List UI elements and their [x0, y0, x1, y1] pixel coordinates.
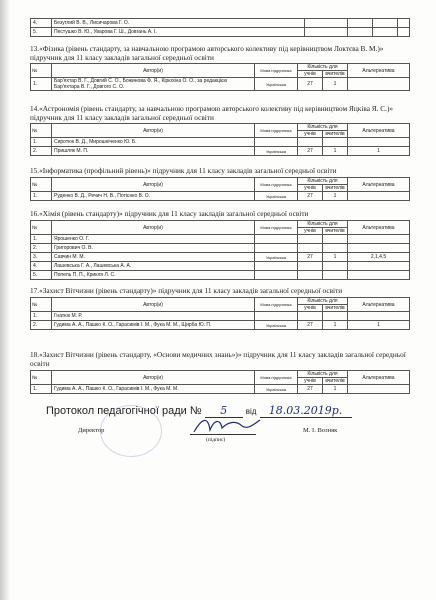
table-row	[31, 312, 410, 321]
row-teachers: 1	[323, 253, 348, 262]
section-14-table	[30, 123, 410, 156]
row-teachers	[323, 244, 348, 253]
director-label: Директор	[78, 427, 105, 434]
row-lang: Українська	[255, 78, 298, 91]
row-number: 1.	[31, 192, 52, 201]
row-students: 27	[298, 385, 323, 394]
header-lang: Мова підручника	[255, 64, 298, 78]
row-alt	[348, 271, 410, 280]
header-alt: Альтернатива	[348, 64, 410, 78]
row-authors: Савчин М. М.	[52, 253, 255, 262]
table-continuation	[30, 18, 410, 37]
table-row	[31, 138, 410, 147]
protocol-label: Протокол педагогічної ради №	[46, 405, 202, 417]
row-authors: Григорович О. В.	[52, 244, 255, 253]
header-teachers: вчителів	[323, 71, 348, 78]
row-alt	[348, 262, 410, 271]
row-students: 27	[298, 147, 323, 156]
signature-line	[190, 434, 256, 435]
header-teachers: вчителів	[323, 185, 348, 192]
table-row	[31, 385, 410, 394]
row-students: 27	[298, 192, 323, 201]
header-lang: Мова підручника	[255, 178, 298, 192]
table-row	[31, 321, 410, 330]
header-num: №	[31, 178, 52, 192]
table-row	[31, 253, 410, 262]
section-15-table	[30, 177, 410, 201]
row-teachers	[323, 312, 348, 321]
header-num: №	[31, 298, 52, 312]
row-number: 5.	[31, 271, 52, 280]
table-row	[31, 244, 410, 253]
row-alt	[348, 78, 410, 91]
row-lang	[255, 244, 298, 253]
row-number: 2.	[31, 147, 52, 156]
header-num: №	[31, 371, 52, 385]
row-alt	[348, 385, 410, 394]
row-number: 1.	[31, 78, 52, 91]
row-authors: Лашевська Г. А., Лашевська А. А.	[52, 262, 255, 271]
header-authors: Автор(и)	[52, 124, 255, 138]
table-row	[31, 19, 410, 28]
row-teachers	[323, 262, 348, 271]
signature-icon	[192, 414, 262, 436]
row-students: 27	[298, 253, 323, 262]
stamp-seal	[100, 405, 162, 457]
header-authors: Автор(и)	[52, 178, 255, 192]
section-16-title: 16.«Хімія (рівень стандарту)» підручник для 11 класу закладів загальної середньої освіти	[30, 209, 309, 218]
header-num: №	[31, 124, 52, 138]
header-alt: Альтернатива	[348, 178, 410, 192]
header-students: учнів	[298, 71, 323, 78]
protocol-from: від	[245, 407, 257, 416]
row-students	[298, 244, 323, 253]
row-teachers: 1	[323, 78, 348, 91]
signature-caption: (підпис)	[206, 437, 226, 443]
row-teachers	[323, 138, 348, 147]
table-row	[31, 192, 410, 201]
header-students: учнів	[298, 131, 323, 138]
header-alt: Альтернатива	[348, 124, 410, 138]
header-qty: Кількість для	[298, 371, 348, 378]
section-17-title: 17.«Захист Вітчизни (рівень стандарту)» підручник для 11 класу закладів загальної середньої освіти	[30, 286, 343, 295]
row-lang: Українська	[255, 253, 298, 262]
scan-edge	[0, 0, 10, 600]
row-students	[298, 271, 323, 280]
section-16-table	[30, 220, 410, 280]
row-authors: Гудима А. А., Пашко К. О., Гарасимів І. М., Фука М. М., Щирба Ю. П.	[52, 321, 255, 330]
row-authors: Ярошенко О. Г.	[52, 235, 255, 244]
row-authors: Безуглий В. В., Лисичарова Г. О.	[52, 19, 305, 28]
protocol-date: 18.03.2019р.	[260, 404, 352, 418]
header-qty: Кількість для	[298, 221, 348, 228]
row-teachers: 1	[323, 192, 348, 201]
row-authors: Руденко В. Д., Речич Н. В., Потієнко В. О.	[52, 192, 255, 201]
row-teachers: 1	[323, 321, 348, 330]
header-teachers: вчителів	[323, 228, 348, 235]
header-students: учнів	[298, 378, 323, 385]
header-authors: Автор(и)	[52, 221, 255, 235]
header-lang: Мова підручника	[255, 124, 298, 138]
section-13-table	[30, 63, 410, 91]
row-alt	[348, 244, 410, 253]
header-alt: Альтернатива	[348, 221, 410, 235]
header-alt: Альтернатива	[348, 298, 410, 312]
row-authors: Сиротюк В. Д., Мирошніченко Ю. Б.	[52, 138, 255, 147]
row-number: 1.	[31, 235, 52, 244]
row-number: 5.	[31, 28, 52, 37]
row-alt	[348, 192, 410, 201]
row-authors: Пришляк М. П.	[52, 147, 255, 156]
row-teachers	[323, 235, 348, 244]
header-authors: Автор(и)	[52, 298, 255, 312]
section-15-title: 15.«Інформатика (профільний рівень)» підручник для 11 класу закладів загальної середньої освіти	[30, 166, 337, 175]
row-number: 4.	[31, 262, 52, 271]
row-teachers: 1	[323, 147, 348, 156]
table-row	[31, 78, 410, 91]
row-lang: Українська	[255, 192, 298, 201]
row-alt: 1	[348, 147, 410, 156]
table-row	[31, 28, 410, 37]
header-lang: Мова підручника	[255, 298, 298, 312]
section-18-title: 18.«Захист Вітчизни (рівень стандарту, «Основи медичних знань»)» підручник для 11 класу закладів загальної середньої освіти	[30, 350, 406, 368]
row-authors: Гудима А. А., Пашко К. О., Гарасимів І. М., Фука М. М.	[52, 385, 255, 394]
row-students	[298, 138, 323, 147]
section-14-title: 14.«Астрономія (рівень стандарту, за навчальною програмою авторського колективу під керівництвом Яцківа Я. С.)» підручник для 11 класу закладів загальної середньої освіти	[30, 104, 394, 122]
row-alt	[348, 138, 410, 147]
row-lang: Українська	[255, 385, 298, 394]
row-alt: 1	[348, 321, 410, 330]
row-lang	[255, 262, 298, 271]
row-lang	[255, 235, 298, 244]
row-alt: 2,1,4,5	[348, 253, 410, 262]
row-number: 2.	[31, 321, 52, 330]
row-authors: Бар'яхтар В. Г., Довгий С. О., Божинова Ф. Я., Кірюхіна О. О., за редакцією Бар'яхтара В. Г., Довгого С. О.	[52, 78, 255, 91]
row-lang	[255, 138, 298, 147]
row-teachers: 1	[323, 385, 348, 394]
row-students	[298, 235, 323, 244]
header-authors: Автор(и)	[52, 64, 255, 78]
row-alt	[348, 235, 410, 244]
row-lang: Українська	[255, 321, 298, 330]
row-students: 27	[298, 321, 323, 330]
row-alt	[348, 312, 410, 321]
section-18-table	[30, 370, 410, 394]
section-13-title: 13.«Фізика (рівень стандарту, за навчальною програмою авторського колективу під керівництвом Локтєва В. М.)» підручник для 11 класу закладів загальної середньої освіти	[30, 44, 384, 62]
row-number: 1.	[31, 312, 52, 321]
table-row	[31, 271, 410, 280]
director-name: М. І. Возняк	[303, 427, 338, 434]
row-students	[298, 262, 323, 271]
row-students	[298, 312, 323, 321]
row-number: 1.	[31, 385, 52, 394]
header-qty: Кількість для	[298, 124, 348, 131]
header-students: учнів	[298, 228, 323, 235]
row-authors: Попель П. П., Крикля Л. С.	[52, 271, 255, 280]
header-lang: Мова підручника	[255, 221, 298, 235]
table-row	[31, 147, 410, 156]
header-authors: Автор(и)	[52, 371, 255, 385]
row-lang	[255, 271, 298, 280]
row-lang: Українська	[255, 147, 298, 156]
header-num: №	[31, 64, 52, 78]
table-row	[31, 235, 410, 244]
section-17-table	[30, 297, 410, 330]
header-students: учнів	[298, 185, 323, 192]
header-teachers: вчителів	[323, 378, 348, 385]
protocol-number: 5	[205, 404, 243, 418]
header-teachers: вчителів	[323, 305, 348, 312]
header-lang: Мова підручника	[255, 371, 298, 385]
row-number: 3.	[31, 253, 52, 262]
table-row	[31, 262, 410, 271]
header-alt: Альтернатива	[348, 371, 410, 385]
row-number: 1.	[31, 138, 52, 147]
row-number: 4.	[31, 19, 52, 28]
row-lang	[255, 312, 298, 321]
header-qty: Кількість для	[298, 298, 348, 305]
header-teachers: вчителів	[323, 131, 348, 138]
row-students: 27	[298, 78, 323, 91]
header-qty: Кількість для	[298, 178, 348, 185]
header-num: №	[31, 221, 52, 235]
row-authors: Гнатюк М. Р.	[52, 312, 255, 321]
row-teachers	[323, 271, 348, 280]
row-authors: Пестушко В. Ю., Уварова Г. Ш., Довгань А. І.	[52, 28, 305, 37]
header-students: учнів	[298, 305, 323, 312]
header-qty: Кількість для	[298, 64, 348, 71]
row-number: 2.	[31, 244, 52, 253]
